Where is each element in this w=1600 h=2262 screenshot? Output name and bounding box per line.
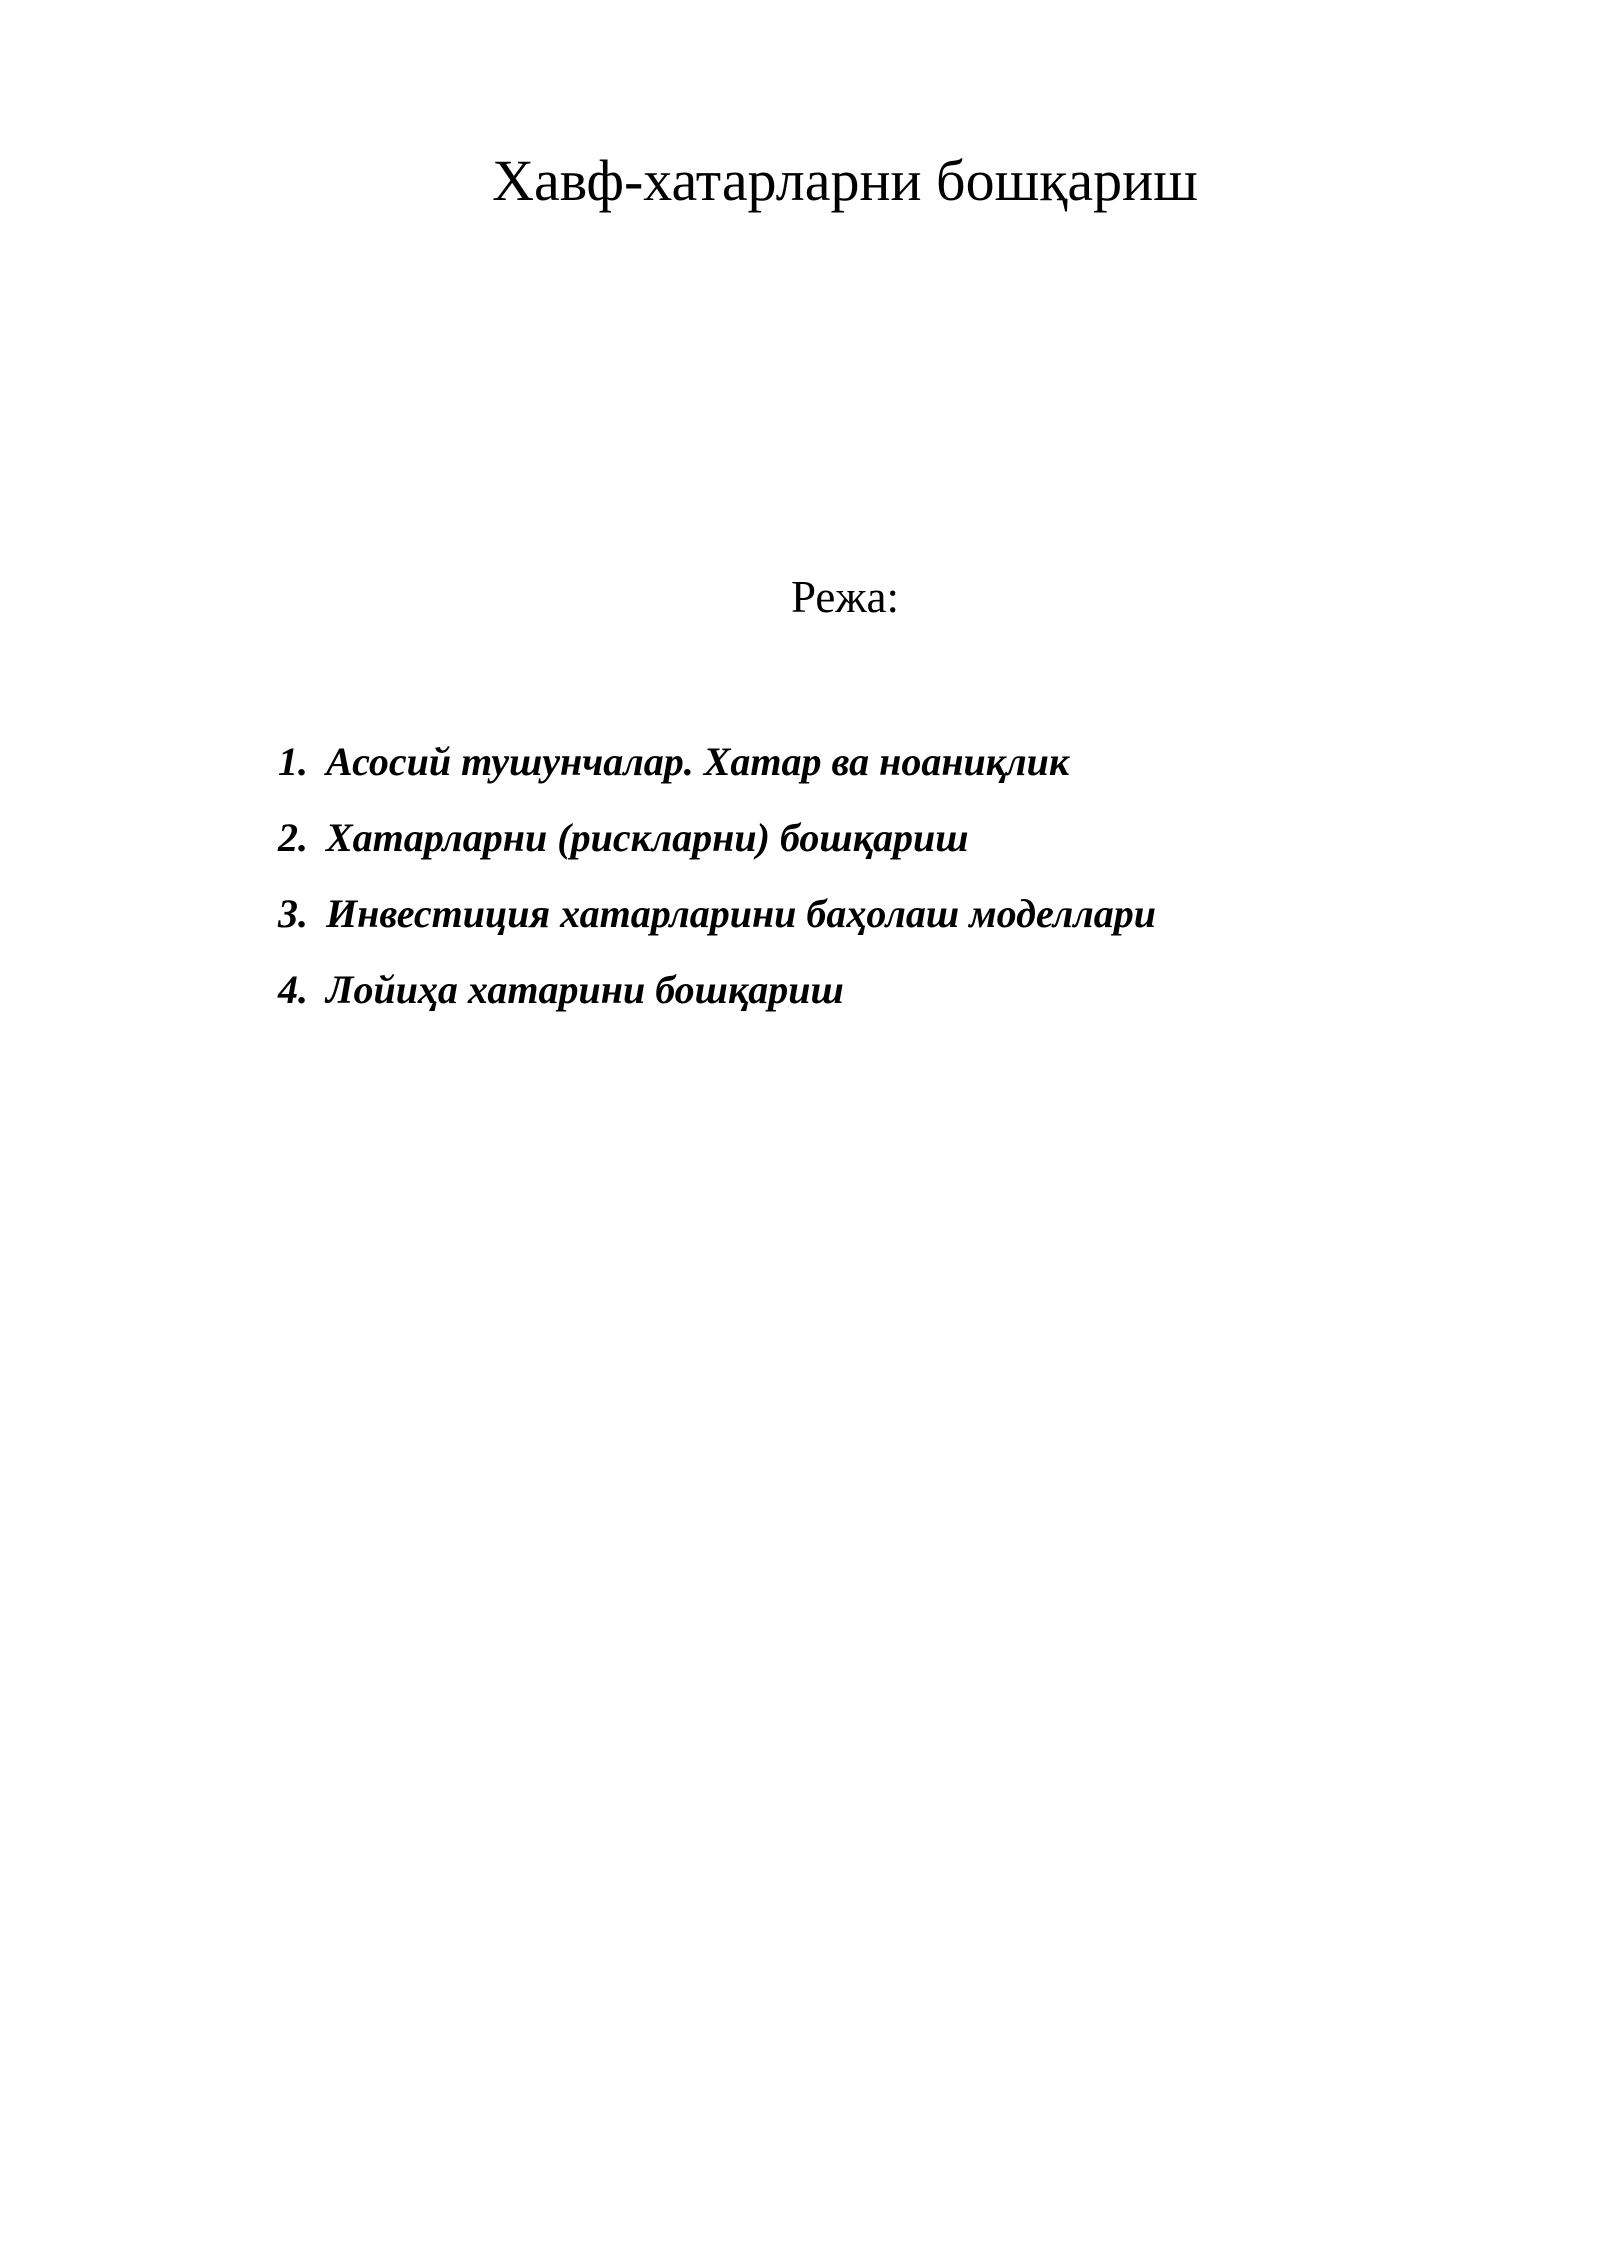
plan-item-text: Асосий тушунчалар. Хатар ва ноаниқлик <box>326 739 1070 784</box>
plan-item-number: 2. <box>278 815 308 860</box>
plan-item <box>278 738 1156 814</box>
plan-item <box>278 890 1156 966</box>
plan-list <box>278 738 1156 1042</box>
plan-item-text: Лойиҳа хатарини бошқариш <box>326 967 844 1012</box>
plan-item-text: Хатарларни (рискларни) бошқариш <box>326 815 969 860</box>
plan-item-number: 1. <box>278 739 308 784</box>
plan-item <box>278 814 1156 890</box>
plan-item-number: 4. <box>278 967 308 1012</box>
plan-item-number: 3. <box>278 891 308 936</box>
plan-heading: Режа: <box>791 572 899 622</box>
plan-item <box>278 966 1156 1042</box>
plan-item-text: Инвестиция хатарларини баҳолаш моделлари <box>326 891 1157 936</box>
document-title: Хавф-хатарларни бошқариш <box>492 148 1198 213</box>
